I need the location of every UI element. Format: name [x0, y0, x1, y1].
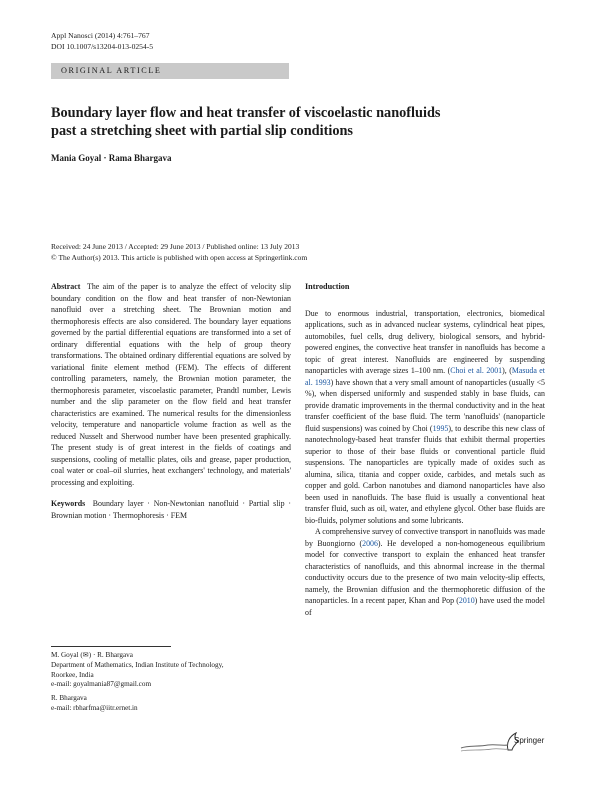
citation-link[interactable]: 2006 — [362, 538, 378, 548]
keywords-text: Boundary layer · Non-Newtonian nanofluid · Partial slip · Brownian motion · Thermophoresis · FEM — [51, 499, 291, 520]
article-title — [51, 104, 551, 140]
citation-link[interactable]: Masuda et al. 1993 — [305, 366, 545, 387]
abstract — [51, 281, 291, 488]
abstract-text: The aim of the paper is to analyze the effect of velocity slip boundary condition on the flow and heat transfer of non-Newtonian nanofluid over a stretching sheet. The Brownian motion and thermophoresis effects are also considered. The boundary layer equations governed by the partial differential equations are transformed into a set of ordinary differential equations with the help of group theory transformations. The obtained ordinary differential equations are solved by variational finite element method (FEM). The effects of different controlling parameters, namely, the Brownian motion parameter, the thermophoresis parameter, viscoelastic parameter, Prandtl number, Lewis number and the slip parameter on the flow field and heat transfer characteristics are examined. The numerical results for the dimensionless velocity, temperature and nanoparticle volume fraction as well as the reduced Nusselt and Sherwood number have been presented graphically. The present study is of great interest in the fields of coatings and suspensions, cooling of metallic plates, oils and grease, paper production, coal water or coal–oil slurries, heat exchangers' technology, and materials' processing and exploiting. — [51, 282, 291, 487]
keywords-label: Keywords — [51, 499, 86, 508]
publication-dates — [51, 242, 551, 263]
article-type-banner: ORIGINAL ARTICLE — [51, 63, 289, 79]
citation-link[interactable]: 1995 — [432, 423, 449, 433]
intro-text: Due to enormous industrial, transportation, electronics, biomedical applications, such as in advanced nuclear systems, cylindrical heat pipes, automobiles, fuel cells, drug delivery, biological sensors, and hybrid-powered engines, the convective heat transfer in nanofluids has become a topic of great interest. Nanofluids are engineered by suspending nanoparticles with average sizes 1–100 nm. ( — [305, 308, 545, 375]
affil-dept: Department of Mathematics, Indian Institute of Technology, — [51, 660, 224, 669]
title-line-1: Boundary layer flow and heat transfer of viscoelastic nanofluids — [51, 105, 441, 121]
affil-email-1[interactable]: e-mail: goyalmania87@gmail.com — [51, 680, 152, 689]
footnote-rule — [51, 646, 171, 647]
intro-text: ). He developed a non-homogeneous equilibrium model for convective transport to explain the enhanced heat transfer characteristics of nanofluids, and this abnormal increase in the thermal conductivity occurs due to the presence of two main velocity-slip effects, namely, the Brownian diffusion and the thermophoretic diffusion of the nanoparticles. In a recent paper, Khan and Pop ( — [305, 538, 545, 605]
journal-citation: Appl Nanosci (2014) 4:761–767 — [51, 31, 150, 40]
intro-text: A comprehensive survey of convective transport in nanofluids was made by Buongiorno ( — [305, 527, 545, 548]
abstract-label: Abstract — [51, 282, 81, 291]
affiliation-block — [51, 651, 291, 714]
intro-text: ), ( — [502, 366, 512, 375]
intro-text: ), to describe this new class of nanotechnology-based heat transfer fluids that exhibit thermal properties superior to those of their base fluids or conventional particle fluid suspensions. The nanoparticles are typically made of oxides such as alumina, silica, titania and copper oxide, carbides, and metals such as copper and gold. Carbon nanotubes and diamond nanoparticles have also been used in nanofluids. The base fluid is usually a conventional heat transfer fluid, such as oil, water, and ethylene glycol. Other base fluids are bio-fluids, polymer solutions and some lubricants. — [305, 423, 545, 525]
title-line-2: past a stretching sheet with partial slip conditions — [51, 123, 353, 139]
dates-line: Received: 24 June 2013 / Accepted: 29 June 2013 / Published online: 13 July 2013 — [51, 242, 300, 251]
journal-header — [51, 30, 153, 52]
introduction-column — [305, 281, 545, 618]
keywords — [51, 498, 291, 521]
intro-text: ) have used the model of — [305, 596, 545, 617]
section-heading-introduction: Introduction — [305, 282, 350, 291]
intro-paragraph-1 — [305, 308, 545, 527]
intro-text: ) have shown that a very small amount of nanoparticles (usually <5 %), when dispersed uniformly and suspended stably in base fluids, can provide dramatic improvements in the thermal conductivity and in the heat transfer coefficient of the base fluid. The term 'nanofluids' (nanoparticle fluid suspensions) was coined by Choi ( — [305, 377, 546, 433]
citation-link[interactable]: 2010 — [458, 596, 475, 605]
copyright-line: © The Author(s) 2013. This article is published with open access at Springerlink.com — [51, 252, 308, 262]
affil-city: Roorkee, India — [51, 670, 94, 679]
affil-email-2[interactable]: e-mail: rbharfma@iitr.ernet.in — [51, 703, 138, 712]
abstract-column — [51, 281, 291, 521]
publisher-name: Springer — [514, 736, 545, 745]
intro-paragraph-2 — [305, 526, 545, 618]
author-list: Mania Goyal · Rama Bhargava — [51, 153, 172, 163]
doi-line: DOI 10.1007/s13204-013-0254-5 — [51, 42, 154, 51]
affil-author-2: R. Bhargava — [51, 694, 87, 703]
citation-link[interactable]: Choi et al. 2001 — [450, 366, 503, 375]
affil-authors: M. Goyal (✉) · R. Bhargava — [51, 651, 133, 659]
